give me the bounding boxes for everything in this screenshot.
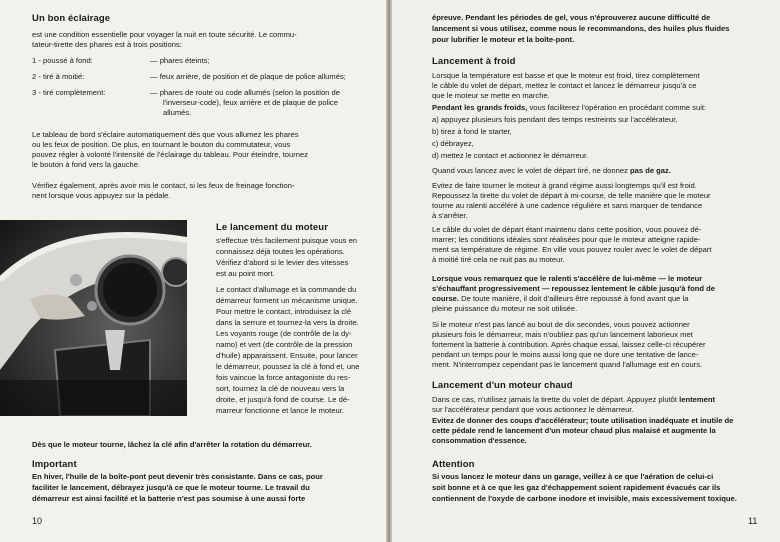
col2-line-3: Pour mettre le contact, introduisez la clé <box>216 307 352 316</box>
position-3-desc-1: — phares de route ou code allumés (selon la position de <box>150 88 340 97</box>
col2-line-10: sort, tournez la clé de nouveau vers la <box>216 384 345 393</box>
bold-release-key: Dès que le moteur tourne, lâchez la clé afin d'arrêter la rotation du démarreur. <box>32 440 312 449</box>
warm-para-line-2: sur l'accélérateur pendant que vous actionnez le démarreur. <box>432 405 634 414</box>
warm-para-line-1-text: Dans ce cas, n'utilisez jamais la tirette du volet de départ. Appuyez plutôt <box>432 395 680 404</box>
position-3-label: 3 - tiré complètement: <box>32 88 106 97</box>
attention-line-3: contiennent de l'oxyde de carbone inodore et invisible, mais excessivement toxique. <box>432 494 737 503</box>
col1-line-2: connaissez déjà toutes les opérations. <box>216 247 345 256</box>
col2-line-12: marreur fonctionne et lance le moteur. <box>216 406 344 415</box>
col2-line-9: fois vaincue la force antagoniste du res- <box>216 373 351 382</box>
col2-line-5: Les voyants rouge (de contrôle de la dy- <box>216 329 352 338</box>
position-3-desc-2: l'inverseur-code), feux arrière et de plaque de police <box>163 98 338 107</box>
heading-important: Important <box>32 459 77 470</box>
intro-line-1: est une condition essentielle pour voyager la nuit en toute sécurité. Le commu- <box>32 30 297 39</box>
heading-cold-start: Lancement à froid <box>432 56 516 67</box>
dashboard-photo <box>0 220 187 416</box>
page-right <box>392 0 780 542</box>
cold-para5-line-1: Le câble du volet de départ étant maintenu dans cette position, vous pouvez dé- <box>432 225 702 234</box>
cold-para4-line-1: Evitez de faire tourner le moteur à grand régime aussi longtemps qu'il est froid. <box>432 181 697 190</box>
warm-bold-line-2: cette pédale rend le lancement d'un moteur chaud plus malaisé et augmente la <box>432 426 716 435</box>
cold-para6-bold-1: Lorsque vous remarquez que le ralenti s'accélère de lui-même — le moteur <box>432 274 703 283</box>
important-line-2: faciliter le lancement, débrayez jusqu'à ce que le moteur tourne. Le travail du <box>32 483 310 492</box>
step-a: a) appuyez plusieurs fois pendant des temps restreints sur l'accélérateur, <box>432 115 678 124</box>
para1-line-3: pouvez régler à volonté l'intensité de l'éclairage du tableau. Pour éteindre, tournez <box>32 150 309 159</box>
step-c: c) débrayez, <box>432 139 474 148</box>
warm-para-bold: lentement <box>679 395 715 404</box>
col2-line-7: d'huile) apparaissent. Ensuite, pour lancer <box>216 351 358 360</box>
warm-bold-line-3: consommation d'essence. <box>432 436 527 445</box>
cold-para7-line-2: plusieurs fois le démarreur, mais n'oubliez pas qu'un lancement laborieux met <box>432 330 693 339</box>
step-d: d) mettez le contact et actionnez le démarreur. <box>432 151 589 160</box>
cold-para6-line-3 <box>432 294 688 304</box>
position-2-desc: — feux arrière, de position et de plaque de police allumés; <box>150 72 346 81</box>
cold-para6-bold-3: course. <box>432 294 460 303</box>
cold-para2 <box>432 103 706 113</box>
position-1-label: 1 - poussé à fond: <box>32 56 93 65</box>
cold-para5-line-2: marrer; les conditions idéales sont réalisées pour que le moteur atteigne rapide- <box>432 235 701 244</box>
cold-para7-line-4: pendant un temps pour le moins aussi long que ne dure une tentative de lance- <box>432 350 699 359</box>
col2-line-11: droite, et jusqu'à fond de course. Le dé- <box>216 395 350 404</box>
heading-engine-start: Le lancement du moteur <box>216 222 328 233</box>
dashboard-illustration <box>0 220 187 416</box>
cold-para5-line-4: à moitié tiré cela ne nuit pas au moteur. <box>432 255 565 264</box>
page-left <box>0 0 386 542</box>
col1-line-1: s'effectue très facilement puisque vous en <box>216 236 358 245</box>
cold-para1-line-1: Lorsque la température est basse et que le moteur est froid, tirez complètement <box>432 71 700 80</box>
position-1-desc: — phares éteints; <box>150 56 210 65</box>
cold-para3 <box>432 166 671 176</box>
cold-para3-start: Quand vous lancez avec le volet de départ tiré, ne donnez <box>432 166 630 175</box>
warm-para-line-1 <box>432 395 715 405</box>
position-3-desc-3: allumés. <box>163 108 192 117</box>
important-line-3: démarreur est ainsi facilité et la batterie n'est pas soumise à une aussi forte <box>32 494 306 503</box>
para2-line-1: Vérifiez également, après avoir mis le contact, si les feux de freinage fonction- <box>32 181 295 190</box>
page-number-left: 10 <box>32 516 43 526</box>
warm-bold-line-1: Evitez de donner des coups d'accélérateur; toute utilisation inadéquate et inutile de <box>432 416 734 425</box>
cold-para2-bold: Pendant les grands froids, <box>432 103 528 112</box>
cold-para6-bold-2: s'échauffant progressivement — repoussez lentement le câble jusqu'à fond de <box>432 284 715 293</box>
col2-line-2: démarreur forment un mécanisme unique. <box>216 296 358 305</box>
cold-para6-rest-2: pleine puissance du moteur ne soit utilisée. <box>432 304 578 313</box>
col1-line-4: est au point mort. <box>216 269 275 278</box>
cold-para4-line-3: tourne au ralenti accéléré à une cadence régulière et sans marquer de tendance <box>432 201 703 210</box>
cold-para7-line-5: ment. N'interrompez cependant pas le lancement quand l'allumage est en cours. <box>432 360 703 369</box>
para1-line-1: Le tableau de bord s'éclaire automatiquement dès que vous allumez les phares <box>32 130 299 139</box>
para1-line-4: le bouton à fond vers la gauche. <box>32 160 141 169</box>
cold-para7-line-1: Si le moteur n'est pas lancé au bout de dix secondes, vous pouvez actionner <box>432 320 690 329</box>
cold-para3-bold: pas de gaz. <box>630 166 671 175</box>
heading-warm-start: Lancement d'un moteur chaud <box>432 380 573 391</box>
col1-line-3: Vérifiez d'abord si le levier des vitesses <box>216 258 349 267</box>
col2-line-1: Le contact d'allumage et la commande du <box>216 285 357 294</box>
cold-para4-line-2: Repoussez la tirette du volet de départ à mi-course, de telle manière que le moteur <box>432 191 711 200</box>
cont-line-3: pour lubrifier le moteur et la boîte-pont. <box>432 35 575 44</box>
col2-line-6: namo) et vert (de contrôle de la pression <box>216 340 353 349</box>
important-line-1: En hiver, l'huile de la boîte-pont peut devenir très consistante. Dans ce cas, pour <box>32 472 323 481</box>
cold-para1-line-3: que le moteur se mette en marche. <box>432 91 550 100</box>
attention-line-1: Si vous lancez le moteur dans un garage, veillez à ce que l'aération de celui-ci <box>432 472 714 481</box>
cold-para4-line-4: à s'arrêter. <box>432 211 468 220</box>
col2-line-8: le démarreur, poussez la clé à fond et, une <box>216 362 360 371</box>
attention-line-2: soit bonne et à ce que les gaz d'échappement soient rapidement évacués car ils <box>432 483 721 492</box>
col2-line-4: dans la serrure et tournez-la vers la droite. <box>216 318 359 327</box>
cold-para6-rest-1: De toute manière, il doit d'ailleurs être repoussé à fond avant que la <box>459 294 689 303</box>
cont-line-1: épreuve. Pendant les périodes de gel, vous n'éprouverez aucune difficulté de <box>432 13 711 22</box>
cont-line-2: lancement si vous utilisez, comme nous le recommandons, des huiles plus fluides <box>432 24 730 33</box>
heading-attention: Attention <box>432 459 475 470</box>
position-2-label: 2 - tiré à moitié: <box>32 72 85 81</box>
cold-para1-line-2: le câble du volet de départ, mettez le contact et lancez le démarreur jusqu'à ce <box>432 81 697 90</box>
cold-para5-line-3: ment sa température de régime. En ville vous pouvez rouler avec le volet de départ <box>432 245 712 254</box>
heading-lighting: Un bon éclairage <box>32 13 111 24</box>
page-number-right: 11 <box>748 516 758 526</box>
cold-para2-rest: vous faciliterez l'opération en procédant comme suit: <box>527 103 707 112</box>
para2-line-2: nent lorsque vous appuyez sur la pédale. <box>32 191 171 200</box>
cold-para7-line-3: fortement la batterie à contribution. Après chaque essai, laissez celle-ci récupérer <box>432 340 706 349</box>
step-b: b) tirez à fond le starter, <box>432 127 512 136</box>
para1-line-2: ou les feux de position. De plus, en tournant le bouton du commutateur, vous <box>32 140 291 149</box>
intro-line-2: tateur-tirette des phares est à trois positions: <box>32 40 182 49</box>
